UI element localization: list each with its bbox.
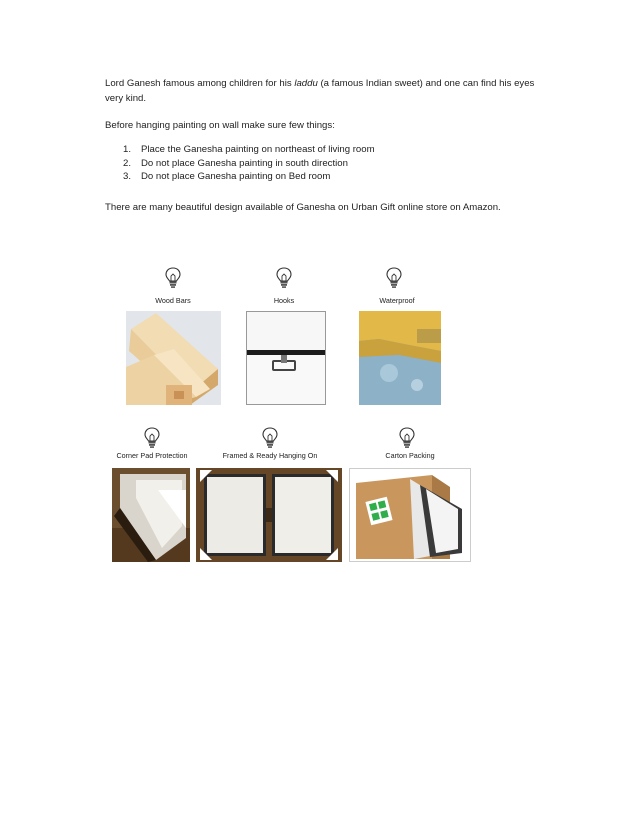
feature-label-hooks: Hooks [273, 296, 295, 305]
wood-bars-photo [126, 311, 221, 405]
list-number: 2. [123, 157, 132, 169]
list-item [105, 143, 375, 157]
corner-pad-photo [112, 468, 190, 562]
lightbulb-icon [275, 266, 293, 290]
lightbulb-icon [143, 426, 161, 450]
list-text: Place the Ganesha painting on northeast of living room [141, 144, 375, 155]
intro-emphasis: laddu [294, 78, 318, 89]
list-text: Do not place Ganesha painting on Bed room [141, 171, 331, 183]
tips-heading: Before hanging painting on wall make sure few things: [105, 120, 335, 131]
list-item [105, 170, 375, 184]
feature-label-waterproof: Waterproof [379, 296, 415, 305]
list-number: 1. [123, 144, 132, 155]
intro-text-start: Lord Ganesh famous among children for his [105, 78, 295, 89]
intro-text-end: (a famous Indian sweet) and one can find his eyes very kind. [105, 78, 535, 104]
list-text: Do not place Ganesha painting in south direction [141, 157, 348, 169]
list-number: 3. [123, 171, 132, 183]
lightbulb-icon [385, 266, 403, 290]
lightbulb-icon [164, 266, 182, 290]
list-item [105, 157, 375, 171]
hooks-photo [246, 311, 326, 405]
intro-paragraph [105, 76, 555, 106]
feature-label-framed-ready: Framed & Ready Hanging On [222, 451, 318, 460]
lightbulb-icon [261, 426, 279, 450]
lightbulb-icon [398, 426, 416, 450]
feature-label-carton-packing: Carton Packing [385, 451, 435, 460]
feature-label-wood-bars: Wood Bars [155, 296, 191, 305]
tips-list [105, 143, 375, 184]
carton-packing-photo [349, 468, 471, 562]
closing-paragraph: There are many beautiful design available of Ganesha on Urban Gift online store on Amazon. [105, 202, 501, 213]
framed-ready-photo [196, 468, 342, 562]
feature-label-corner-pad-protection: Corner Pad Protection [116, 451, 188, 460]
waterproof-photo [359, 311, 441, 405]
